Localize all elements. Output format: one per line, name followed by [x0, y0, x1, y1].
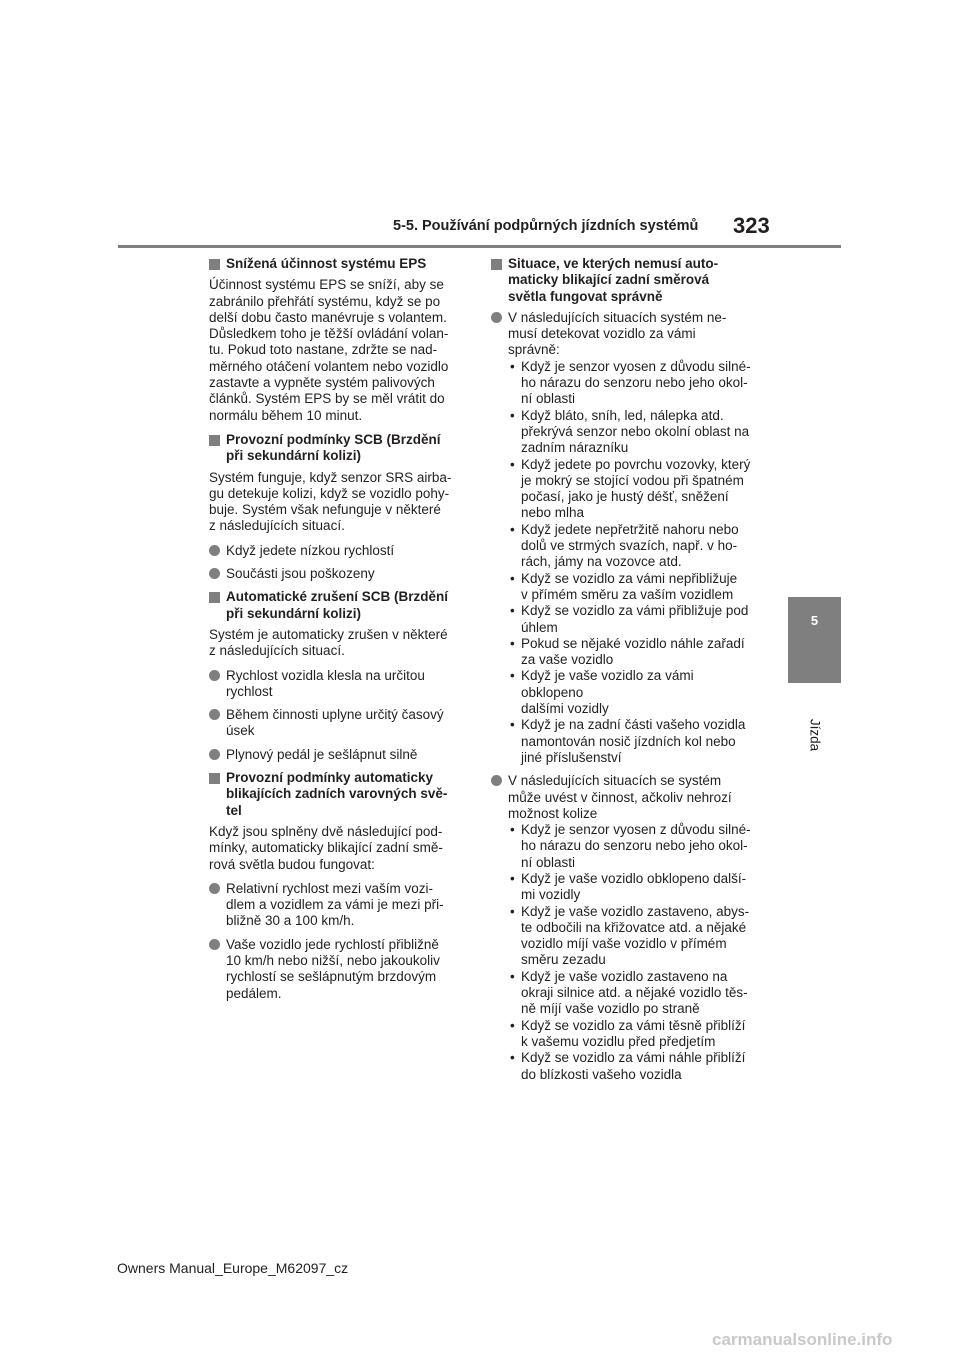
sub-list-item: • Když je senzor vyosen z důvodu silné- ho nárazu do senzoru nebo jeho okol- ní oblasti: [510, 358, 751, 407]
sub-list-item: • Když je vaše vozidlo obklopeno další- mi vozidly: [510, 870, 747, 903]
sub-list-item: • Když je vaše vozidlo zastaveno, abys- te odbočili na křižovatce atd. a nějaké vozidlo míjí vaše vozidlo v přímém směru zezadu: [510, 903, 750, 968]
list-item: Vaše vozidlo jede rychlostí přibližně 10 km/h nebo nižší, nebo jakoukoliv rychlostí se sešlápnutým brzdovým pedálem.: [209, 937, 471, 1002]
list-item: V následujících situacích systém ne- musí detekovat vozidlo za vámi správně: • Když je senzor vyosen z důvodu silné- ho nárazu do senzoru nebo jeho okol- ní oblasti • Když bláto, sníh, led, nálepka atd. překrývá senzor nebo okolní oblast na zadním nárazníku • Když jedete po povrchu vozovky, který je mokrý se stojící vodou při špatném počasí, jako je hustý déšť, sněžení nebo mlha • Když jedete nepřetržitě nahoru nebo dolů ve strmých svazích, např. v ho- rách, jámy na vozovce atd. • Když se vozidlo za vámi nepřibližuje v přímém směru za vaším vozidlem • Když se vozidlo za vámi přibližuje pod úhlem • Pokud se nějaké vozidlo náhle zařadí za vaše vozidlo • Když je vaše vozidlo za vámi obklopeno dalšími vozidly • Když je na zadní části vašeho vozidla namontován nosič jízdních kol nebo jiné příslušenství: [491, 310, 753, 766]
dot-bullet-icon: •: [510, 903, 515, 919]
chapter-label-text: Jízda: [807, 718, 822, 752]
dot-bullet-icon: •: [510, 1017, 515, 1033]
list-item: Plynový pedál je sešlápnut silně: [209, 747, 471, 763]
sub-list-item: • Když se vozidlo za vámi náhle přiblíží do blízkosti vašeho vozidla: [510, 1050, 746, 1082]
sub-list-item: • Když se vozidlo za vámi nepřibližuje v přímém směru za vaším vozidlem: [510, 570, 738, 602]
dot-bullet-icon: •: [510, 521, 515, 537]
list-item: Když jedete nízkou rychlostí: [209, 543, 471, 559]
sub-list-item: • Když je vaše vozidlo za vámi obklopeno dalšími vozidly: [510, 668, 694, 717]
section-heading: Provozní podmínky automaticky blikajících zadních varovných svě- tel: [209, 770, 471, 819]
chapter-number: 5: [810, 613, 819, 628]
header-rule: [118, 245, 841, 248]
section-heading: Snížená účinnost systému EPS: [209, 256, 471, 272]
sub-list-item: • Když se vozidlo za vámi těsně přiblíží k vašemu vozidlu před předjetím: [510, 1017, 746, 1049]
square-bullet-icon: [209, 592, 220, 603]
dot-bullet-icon: •: [510, 635, 515, 651]
sub-list-item: • Když bláto, sníh, led, nálepka atd. překrývá senzor nebo okolní oblast na zadním nárazníku: [510, 407, 750, 456]
round-bullet-icon: [209, 545, 220, 556]
dot-bullet-icon: •: [510, 870, 515, 886]
chapter-tab: [788, 597, 841, 683]
dot-bullet-icon: •: [510, 1050, 515, 1066]
list-item: Rychlost vozidla klesla na určitou rychlost: [209, 668, 471, 701]
watermark: carmanualsonline.info: [712, 1330, 893, 1349]
left-column: [209, 256, 471, 1009]
section-heading: Provozní podmínky SCB (Brzdění při sekundární kolizi): [209, 432, 471, 465]
dot-bullet-icon: •: [510, 603, 515, 619]
round-bullet-icon: [209, 709, 220, 720]
round-bullet-icon: [491, 775, 502, 786]
sub-list-item: • Když jedete po povrchu vozovky, který je mokrý se stojící vodou při špatném počasí, jako je hustý déšť, sněžení nebo mlha: [510, 456, 751, 521]
dot-bullet-icon: •: [510, 968, 515, 984]
list-item: Součásti jsou poškozeny: [209, 566, 471, 582]
footer-text: Owners Manual_Europe_M62097_cz: [117, 1260, 349, 1276]
round-bullet-icon: [491, 312, 502, 323]
round-bullet-icon: [209, 749, 220, 760]
round-bullet-icon: [209, 670, 220, 681]
sub-list: [508, 822, 753, 1083]
square-bullet-icon: [209, 773, 220, 784]
paragraph: Systém funguje, když senzor SRS airba- gu detekuje kolizi, když se vozidlo pohy- buje. Systém však nefunguje v některé z následujících situací.: [209, 469, 452, 534]
dot-bullet-icon: •: [510, 822, 515, 838]
dot-bullet-icon: •: [510, 456, 515, 472]
section-heading: Situace, ve kterých nemusí auto- maticky blikající zadní směrová světla fungovat správně: [491, 256, 753, 305]
sub-list-item: • Když je senzor vyosen z důvodu silné- ho nárazu do senzoru nebo jeho okol- ní oblasti: [510, 822, 751, 870]
list-item: Relativní rychlost mezi vaším vozi- dlem a vozidlem za vámi je mezi při- bližně 30 a 100 km/h.: [209, 881, 471, 930]
page-number: 323: [733, 213, 770, 238]
sub-list: [508, 359, 753, 766]
dot-bullet-icon: •: [510, 570, 515, 586]
section-heading: Automatické zrušení SCB (Brzdění při sekundární kolizi): [209, 589, 471, 622]
list-item: V následujících situacích se systém může uvést v činnost, ačkoliv nehrozí možnost kolize • Když je senzor vyosen z důvodu silné- ho nárazu do senzoru nebo jeho okol- ní oblasti • Když je vaše vozidlo obklopeno další- mi vozidly • Když je vaše vozidlo zastaveno, abys- te odbočili na křižovatce atd. a nějaké vozidlo míjí vaše vozidlo v přímém směru zezadu • Když je vaše vozidlo zastaveno na okraji silnice atd. a nějaké vozidlo těs- ně míjí vaše vozidlo po straně • Když se vozidlo za vámi těsně přiblíží k vašemu vozidlu před předjetím • Když se vozidlo za vámi náhle přiblíží do blízkosti vašeho vozidla: [491, 773, 753, 1083]
sub-list-item: • Když je vaše vozidlo zastaveno na okraji silnice atd. a nějaké vozidlo těs- ně míjí vaše vozidlo po straně: [510, 968, 748, 1017]
section-title: 5-5. Používání podpůrných jízdních systémů: [393, 218, 699, 234]
paragraph: Systém je automaticky zrušen v některé z následujících situací.: [209, 626, 448, 659]
round-bullet-icon: [209, 939, 220, 950]
round-bullet-icon: [209, 568, 220, 579]
dot-bullet-icon: •: [510, 358, 515, 374]
round-bullet-icon: [209, 883, 220, 894]
paragraph: Když jsou splněny dvě následující pod- mínky, automaticky blikající zadní smě- rová světla budou fungovat:: [209, 823, 443, 872]
square-bullet-icon: [209, 259, 220, 270]
chapter-label: [788, 710, 841, 760]
square-bullet-icon: [491, 259, 502, 270]
sub-list-item: • Když je na zadní části vašeho vozidla namontován nosič jízdních kol nebo jiné příslušenství: [510, 717, 746, 765]
dot-bullet-icon: •: [510, 668, 515, 684]
paragraph: Účinnost systému EPS se sníží, aby se zabránilo přehřátí systému, když se po delší dobu často manévruje s volantem. Důsledkem toho je těžší ovládání volan- tu. Pokud toto nastane, zdržte se nad- měrného otáčení volantem nebo vozidlo zastavte a vypněte systém palivových článků. Systém EPS by se měl vrátit do normálu během 10 minut.: [209, 277, 449, 423]
square-bullet-icon: [209, 435, 220, 446]
dot-bullet-icon: •: [510, 407, 515, 423]
right-column: [491, 256, 753, 1090]
sub-list-item: • Pokud se nějaké vozidlo náhle zařadí za vaše vozidlo: [510, 635, 745, 668]
dot-bullet-icon: •: [510, 717, 515, 733]
list-item: Během činnosti uplyne určitý časový úsek: [209, 707, 471, 740]
sub-list-item: • Když jedete nepřetržitě nahoru nebo dolů ve strmých svazích, např. v ho- rách, jámy na vozovce atd.: [510, 521, 739, 570]
sub-list-item: • Když se vozidlo za vámi přibližuje pod úhlem: [510, 603, 749, 635]
